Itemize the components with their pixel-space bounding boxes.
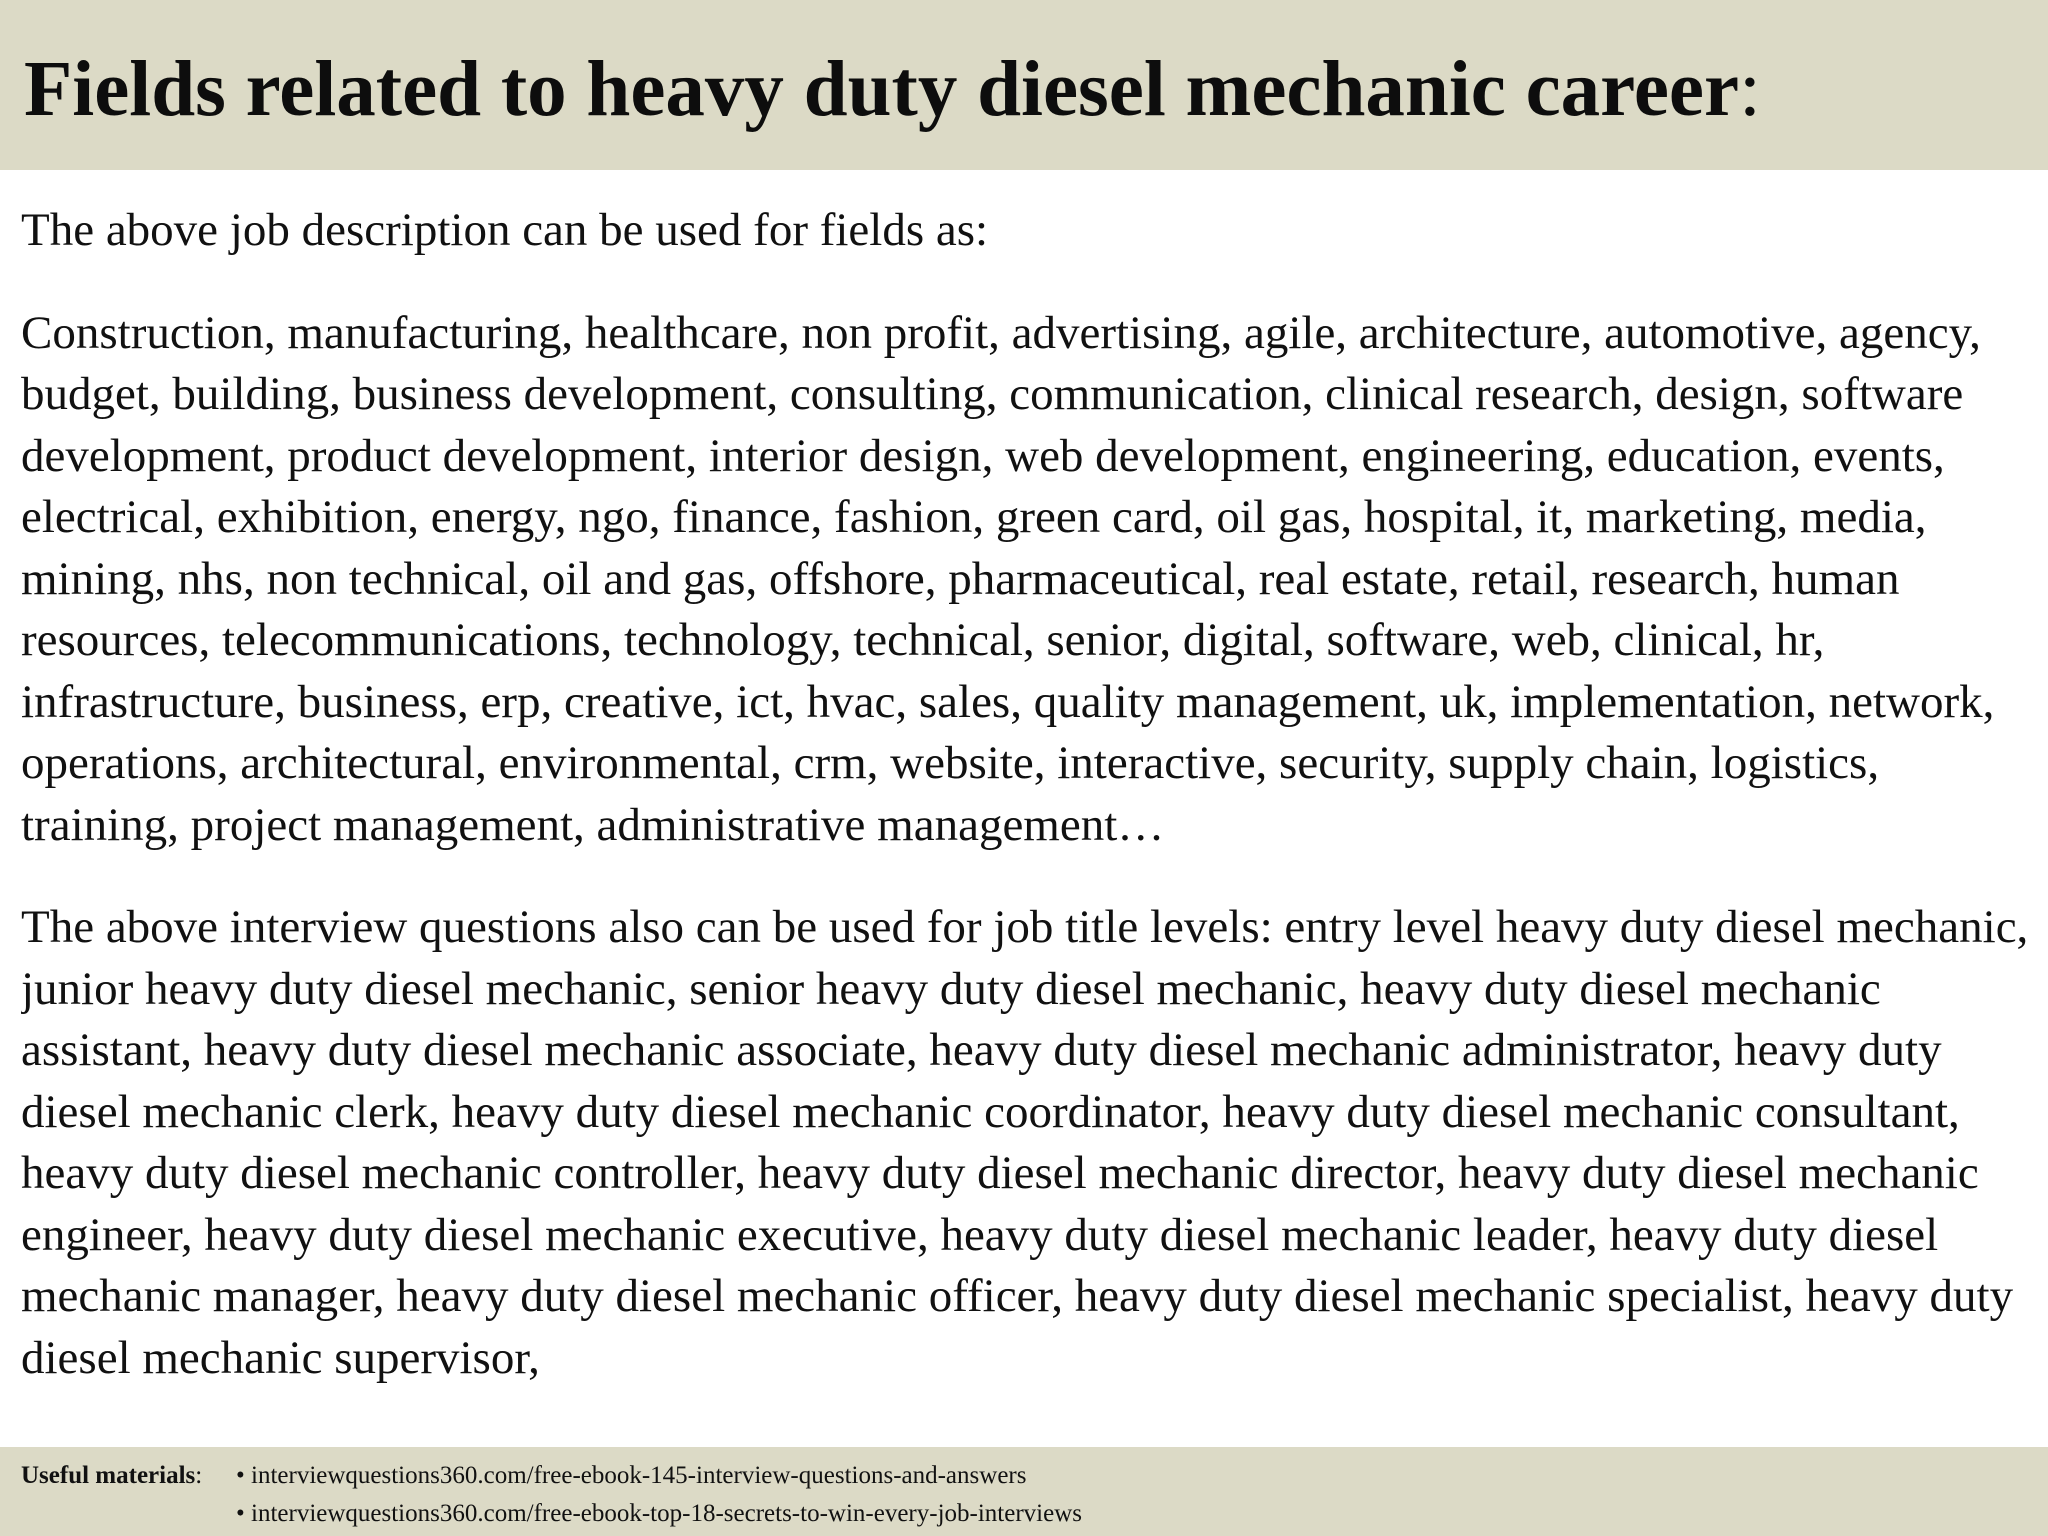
footer-bar xyxy=(0,1447,2048,1536)
title-bar xyxy=(0,0,2048,170)
useful-materials-colon: : xyxy=(195,1462,203,1489)
slide-title-text: Fields related to heavy duty diesel mechanic career xyxy=(24,46,1740,133)
slide-title xyxy=(24,42,1761,138)
footer-link-ebook-top-18[interactable]: • interviewquestions360.com/free-ebook-top-18-secrets-to-win-every-job-interviews xyxy=(236,1500,1082,1527)
useful-materials-label-text: Useful materials xyxy=(21,1462,196,1489)
footer-link-ebook-145[interactable]: • interviewquestions360.com/free-ebook-145-interview-questions-and-answers xyxy=(236,1462,1027,1489)
job-levels-paragraph: The above interview questions also can be used for job title levels: entry level heavy duty diesel mechanic, junior heavy duty diesel mechanic, senior heavy duty diesel mechanic, heavy duty diesel mechanic assistant, heavy duty diesel mechanic associate, heavy duty diesel mechanic administrator, heavy duty diesel mechanic clerk, heavy duty diesel mechanic coordinator, heavy duty diesel mechanic consultant, heavy duty diesel mechanic controller, heavy duty diesel mechanic director, heavy duty diesel mechanic engineer, heavy duty diesel mechanic executive, heavy duty diesel mechanic leader, heavy duty diesel mechanic manager, heavy duty diesel mechanic officer, heavy duty diesel mechanic specialist, heavy duty diesel mechanic supervisor, xyxy=(21,901,2029,1384)
intro-paragraph: The above job description can be used for fields as: xyxy=(21,204,989,256)
useful-materials-label xyxy=(21,1458,202,1494)
fields-paragraph: Construction, manufacturing, healthcare, non profit, advertising, agile, architecture, automotive, agency, budget, building, business development, consulting, communication, clinical research, design, software development, product development, interior design, web development, engineering, education, events, electrical, exhibition, energy, ngo, finance, fashion, green card, oil gas, hospital, it, marketing, media, mining, nhs, non technical, oil and gas, offshore, pharmaceutical, real estate, retail, research, human resources, telecommunications, technology, technical, senior, digital, software, web, clinical, hr, infrastructure, business, erp, creative, ict, hvac, sales, quality management, uk, implementation, network, operations, architectural, environmental, crm, website, interactive, security, supply chain, logistics, training, project management, administrative management… xyxy=(21,306,1995,851)
slide-title-colon: : xyxy=(1739,46,1761,133)
slide-body xyxy=(21,200,2031,1445)
